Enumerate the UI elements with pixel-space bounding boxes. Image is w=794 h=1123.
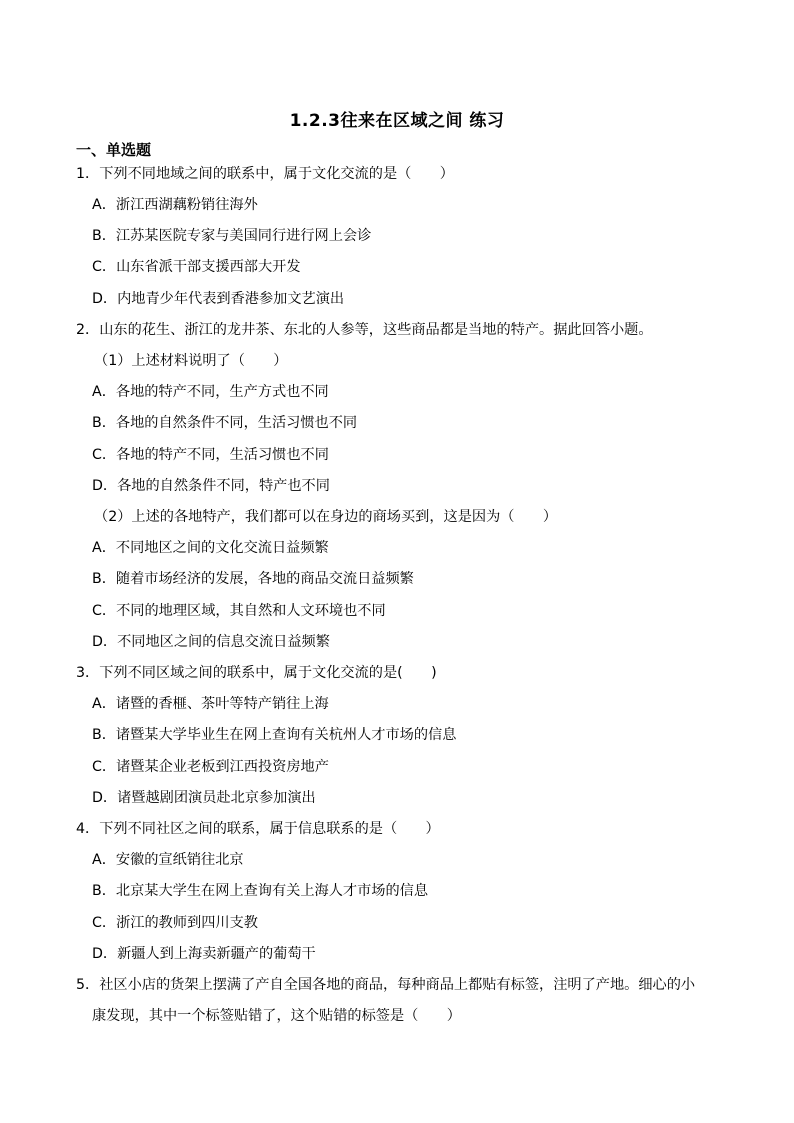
question-3-option-c: C．诸暨某企业老板到江西投资房地产	[92, 759, 329, 775]
question-2-sub-1-option-d: D．各地的自然条件不同，特产也不同	[92, 478, 330, 494]
section-heading: 一、单选题	[76, 141, 152, 159]
question-4-option-c: C．浙江的教师到四川支教	[92, 915, 258, 931]
question-4-option-d: D．新疆人到上海卖新疆产的葡萄干	[92, 946, 316, 962]
question-1-option-a: A．浙江西湖藕粉销往海外	[92, 197, 258, 213]
question-2-sub-2-option-a: A．不同地区之间的文化交流日益频繁	[92, 540, 329, 556]
question-1-option-d: D．内地青少年代表到香港参加文艺演出	[92, 291, 345, 307]
question-2-sub-1-stem: （1）上述材料说明了（ ）	[94, 353, 288, 369]
question-3-stem: 3．下列不同区域之间的联系中，属于文化交流的是( )	[76, 665, 437, 681]
question-5-stem-line-2: 康发现，其中一个标签贴错了，这个贴错的标签是（ ）	[92, 1008, 461, 1024]
question-3-option-b: B．诸暨某大学毕业生在网上查询有关杭州人才市场的信息	[92, 727, 457, 743]
question-5-stem-line-1: 5．社区小店的货架上摆满了产自全国各地的商品，每种商品上都贴有标签，注明了产地。细心的小	[76, 977, 696, 993]
question-2-sub-1-option-a: A．各地的特产不同，生产方式也不同	[92, 384, 329, 400]
question-1-stem: 1．下列不同地域之间的联系中，属于文化交流的是（ ）	[76, 166, 454, 182]
question-1-option-c: C．山东省派干部支援西部大开发	[92, 259, 301, 275]
question-4-option-b: B．北京某大学生在网上查询有关上海人才市场的信息	[92, 883, 429, 899]
question-3-option-a: A．诸暨的香榧、茶叶等特产销往上海	[92, 696, 329, 712]
question-2-sub-2-option-b: B．随着市场经济的发展，各地的商品交流日益频繁	[92, 571, 414, 587]
question-1-option-b: B．江苏某医院专家与美国同行进行网上会诊	[92, 228, 372, 244]
question-2-sub-2-stem: （2）上述的各地特产，我们都可以在身边的商场买到，这是因为（ ）	[94, 509, 558, 525]
document-title: 1.2.3往来在区域之间 练习	[289, 111, 505, 131]
question-2-sub-1-option-c: C．各地的特产不同，生活习惯也不同	[92, 447, 329, 463]
question-2-stem: 2．山东的花生、浙江的龙井茶、东北的人参等，这些商品都是当地的特产。据此回答小题。	[76, 322, 653, 338]
question-4-stem: 4．下列不同社区之间的联系，属于信息联系的是（ ）	[76, 821, 440, 837]
question-4-option-a: A．安徽的宣纸销往北京	[92, 852, 244, 868]
question-2-sub-2-option-c: C．不同的地理区域，其自然和人文环境也不同	[92, 603, 386, 619]
question-3-option-d: D．诸暨越剧团演员赴北京参加演出	[92, 790, 316, 806]
question-2-sub-2-option-d: D．不同地区之间的信息交流日益频繁	[92, 634, 330, 650]
question-2-sub-1-option-b: B．各地的自然条件不同，生活习惯也不同	[92, 415, 358, 431]
